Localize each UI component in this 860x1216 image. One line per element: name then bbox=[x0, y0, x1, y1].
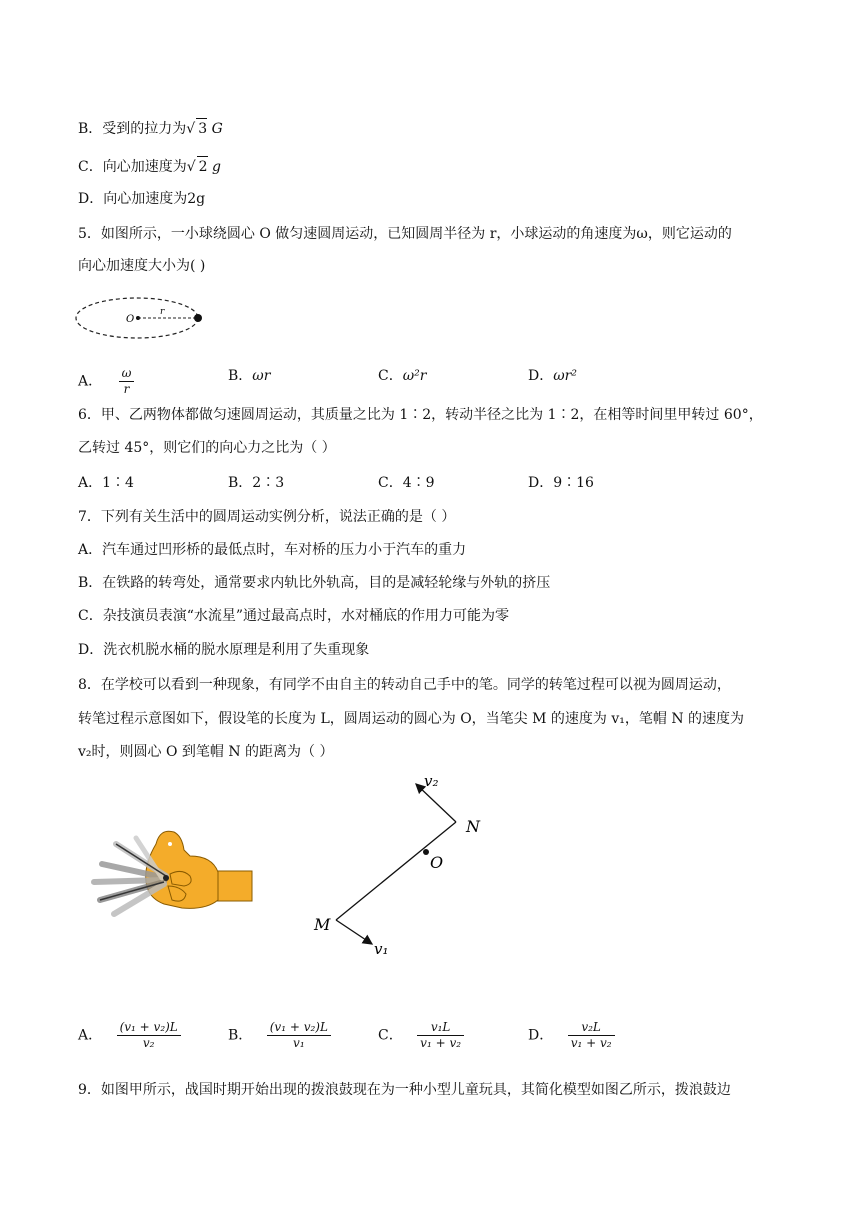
option-label: A． bbox=[78, 373, 103, 390]
q5-option-b: B．ωr bbox=[228, 368, 271, 384]
sqrt2-g: √ 2 g bbox=[187, 159, 221, 175]
option-label: B． bbox=[78, 121, 103, 137]
option-math: 2g bbox=[187, 191, 206, 207]
q7-option-d: D．洗衣机脱水桶的脱水原理是利用了失重现象 bbox=[78, 642, 370, 658]
q7-option-a: A．汽车通过凹形桥的最低点时，车对桥的压力小于汽车的重力 bbox=[78, 542, 467, 558]
fraction: $\frac{\omega}{r}$ bbox=[119, 366, 135, 397]
q6-option-d: D．9∶16 bbox=[528, 475, 594, 491]
option-text: 受到的拉力为 bbox=[102, 121, 187, 137]
option-d-prev bbox=[78, 189, 205, 209]
fraction: $\frac{\text{(v₁ + v₂)L}}{\text{v₁}}$ bbox=[267, 1020, 331, 1051]
option-label: C． bbox=[378, 1027, 403, 1044]
q5-stem-line1: 5．如图所示，一小球绕圆心 O 做匀速圆周运动，已知圆周半径为 r，小球运动的角速度为ω，则它运动的 bbox=[78, 226, 732, 242]
q6-option-b: B．2∶3 bbox=[228, 475, 285, 491]
v1-arrow bbox=[336, 920, 372, 944]
q8-stem-line2: 转笔过程示意图如下，假设笔的长度为 L，圆周运动的圆心为 O，当笔尖 M 的速度为 v₁，笔帽 N 的速度为 bbox=[78, 711, 745, 727]
q8-stem-line1: 8．在学校可以看到一种现象，有同学不由自主的转动自己手中的笔。同学的转笔过程可以视为圆周运动， bbox=[78, 677, 731, 693]
label-O: O bbox=[126, 314, 135, 325]
q5-option-a bbox=[78, 366, 134, 397]
q7-option-c: C．杂技演员表演“水流星”通过最高点时，水对桶底的作用力可能为零 bbox=[78, 608, 510, 624]
option-label: B． bbox=[228, 1027, 253, 1044]
option-label: D． bbox=[78, 191, 104, 207]
option-label: D． bbox=[528, 1027, 554, 1044]
q5-option-c: C．ω²r bbox=[378, 368, 427, 384]
option-c-prev bbox=[78, 156, 221, 177]
option-text: 向心加速度为 bbox=[102, 159, 187, 175]
option-text: 向心加速度为 bbox=[103, 191, 188, 207]
fraction: $\frac{\text{v₂L}}{\text{v₁ + v₂}}$ bbox=[568, 1020, 615, 1051]
q8-option-b bbox=[228, 1020, 331, 1051]
label-M: M bbox=[314, 915, 331, 934]
option-label: A． bbox=[78, 1027, 103, 1044]
q5-stem-line2: 向心加速度大小为( ) bbox=[78, 258, 206, 274]
label-N: N bbox=[466, 817, 480, 836]
fraction: $\frac{\text{v₁L}}{\text{v₁ + v₂}}$ bbox=[417, 1020, 464, 1051]
q8-stem-line3: v₂时，则圆心 O 到笔帽 N 的距离为（ ） bbox=[78, 744, 334, 760]
pen-velocity-diagram bbox=[308, 768, 508, 968]
hand-pen-figure bbox=[86, 824, 256, 924]
q5-circle-figure bbox=[74, 294, 224, 344]
option-b-prev bbox=[78, 118, 223, 139]
q6-stem-line2: 乙转过 45°，则它们的向心力之比为（ ） bbox=[78, 440, 336, 456]
q5-option-d: D．ωr² bbox=[528, 368, 577, 384]
sqrt3-g: √ 3 G bbox=[186, 121, 222, 137]
q9-stem-line1: 9．如图甲所示，战国时期开始出现的拨浪鼓现在为一种小型儿童玩具，其简化模型如图乙所示，拨浪鼓边 bbox=[78, 1082, 731, 1098]
q8-option-a bbox=[78, 1020, 181, 1051]
label-v1: v₁ bbox=[374, 940, 389, 958]
label-r: r bbox=[160, 307, 165, 317]
ball bbox=[194, 314, 202, 322]
center-O bbox=[423, 849, 429, 855]
option-label: C． bbox=[78, 159, 103, 175]
q6-stem-line1: 6．甲、乙两物体都做匀速圆周运动，其质量之比为 1∶2，转动半径之比为 1∶2，在相等时间里甲转过 60°， bbox=[78, 407, 763, 423]
q7-stem: 7．下列有关生活中的圆周运动实例分析，说法正确的是（ ） bbox=[78, 509, 456, 525]
q6-option-a: A．1∶4 bbox=[78, 475, 134, 491]
q8-option-d bbox=[528, 1020, 615, 1051]
label-O: O bbox=[430, 853, 444, 872]
q6-option-c: C．4∶9 bbox=[378, 475, 435, 491]
q8-option-c bbox=[378, 1020, 464, 1051]
fraction: $\frac{\text{(v₁ + v₂)L}}{\text{v₂}}$ bbox=[117, 1020, 181, 1051]
q7-option-b: B．在铁路的转弯处，通常要求内轨比外轨高，目的是减轻轮缘与外轨的挤压 bbox=[78, 575, 551, 591]
label-v2: v₂ bbox=[424, 772, 439, 790]
